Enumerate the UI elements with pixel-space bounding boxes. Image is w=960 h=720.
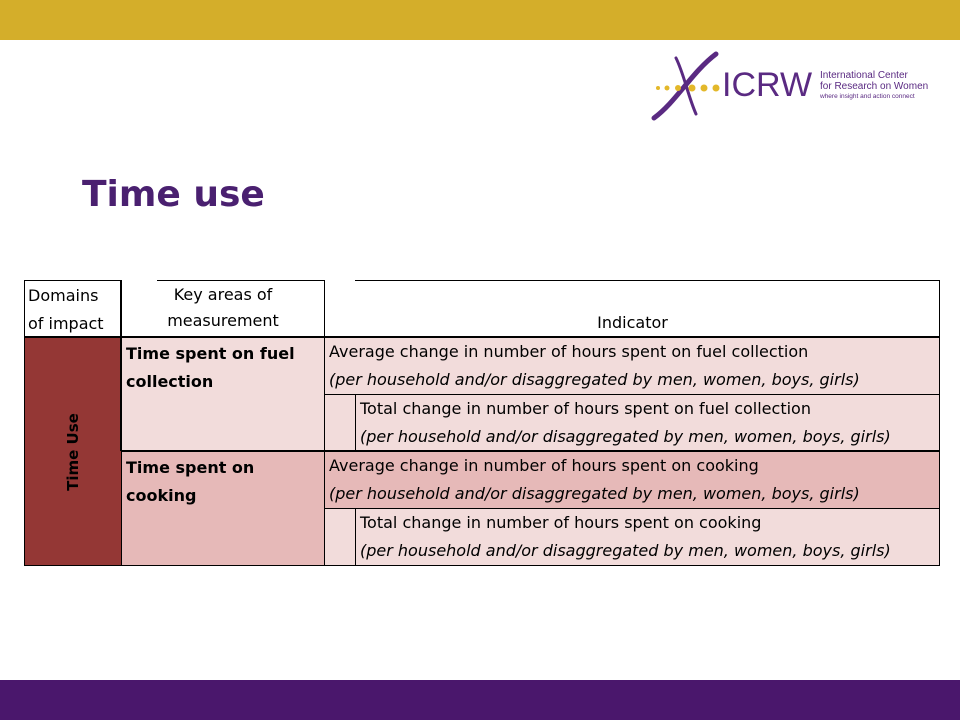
- grid-line: [121, 451, 122, 566]
- indicator-note: (per household and/or disaggregated by men, women, boys, girls): [329, 370, 860, 389]
- grid-line: [24, 336, 940, 338]
- indicator-indent: [325, 508, 356, 566]
- header-domains-line-1: Domains: [28, 286, 99, 305]
- logo-line-1: International Center: [820, 70, 908, 81]
- grid-line: [325, 394, 940, 395]
- icrw-logo: [648, 50, 938, 122]
- indicator-average-cooking: [325, 451, 940, 508]
- icrw-logo-icon: [648, 50, 728, 122]
- header-indicator: [325, 280, 940, 337]
- logo-wordmark: ICRW: [722, 66, 813, 104]
- grid-line: [121, 450, 940, 452]
- grid-line: [355, 508, 356, 566]
- key-area-line-1: Time spent on fuel: [126, 344, 295, 363]
- grid-line: [24, 565, 940, 566]
- grid-line: [120, 337, 122, 451]
- header-indicator-label: Indicator: [597, 313, 668, 332]
- grid-line: [24, 280, 25, 566]
- logo-line-2: for Research on Women: [820, 81, 929, 92]
- grid-line: [355, 394, 356, 451]
- indicator-total-fuel: [356, 394, 940, 451]
- grid-line: [939, 280, 940, 566]
- header-key-areas: [121, 280, 325, 337]
- header-key-areas-line-2: measurement: [167, 311, 279, 330]
- indicator-note: (per household and/or disaggregated by men, women, boys, girls): [360, 427, 891, 446]
- indicator-text: Total change in number of hours spent on fuel collection: [360, 399, 811, 418]
- header-domains-line-2: of impact: [28, 314, 104, 333]
- domain-cell: [24, 337, 121, 566]
- top-accent-bar: [0, 0, 960, 40]
- grid-line: [120, 280, 122, 337]
- indicator-indent: [325, 394, 356, 451]
- header-domains: [24, 280, 121, 337]
- key-area-cooking: [121, 451, 325, 566]
- grid-line: [24, 280, 121, 281]
- indicator-average-fuel: [325, 337, 940, 394]
- indicator-note: (per household and/or disaggregated by men, women, boys, girls): [329, 484, 860, 503]
- bottom-accent-bar: [0, 680, 960, 720]
- logo-org-name: [820, 70, 928, 101]
- domain-label: Time Use: [63, 412, 82, 491]
- indicator-total-cooking: [356, 508, 940, 566]
- grid-line: [157, 280, 325, 281]
- key-area-fuel-collection: [121, 337, 325, 451]
- grid-line: [355, 280, 940, 281]
- indicator-text: Total change in number of hours spent on cooking: [360, 513, 762, 532]
- grid-line: [324, 280, 325, 337]
- indicator-note: (per household and/or disaggregated by men, women, boys, girls): [360, 541, 891, 560]
- slide-title: Time use: [82, 174, 265, 215]
- key-area-line-2: cooking: [126, 486, 197, 505]
- indicator-table: [24, 280, 940, 566]
- grid-line: [325, 508, 940, 509]
- key-area-line-1: Time spent on: [126, 458, 255, 477]
- key-area-line-2: collection: [126, 372, 214, 391]
- indicator-text: Average change in number of hours spent on cooking: [329, 456, 759, 475]
- indicator-text: Average change in number of hours spent on fuel collection: [329, 342, 809, 361]
- logo-tagline: where insight and action connect: [820, 93, 915, 100]
- header-key-areas-line-1: Key areas of: [173, 285, 273, 304]
